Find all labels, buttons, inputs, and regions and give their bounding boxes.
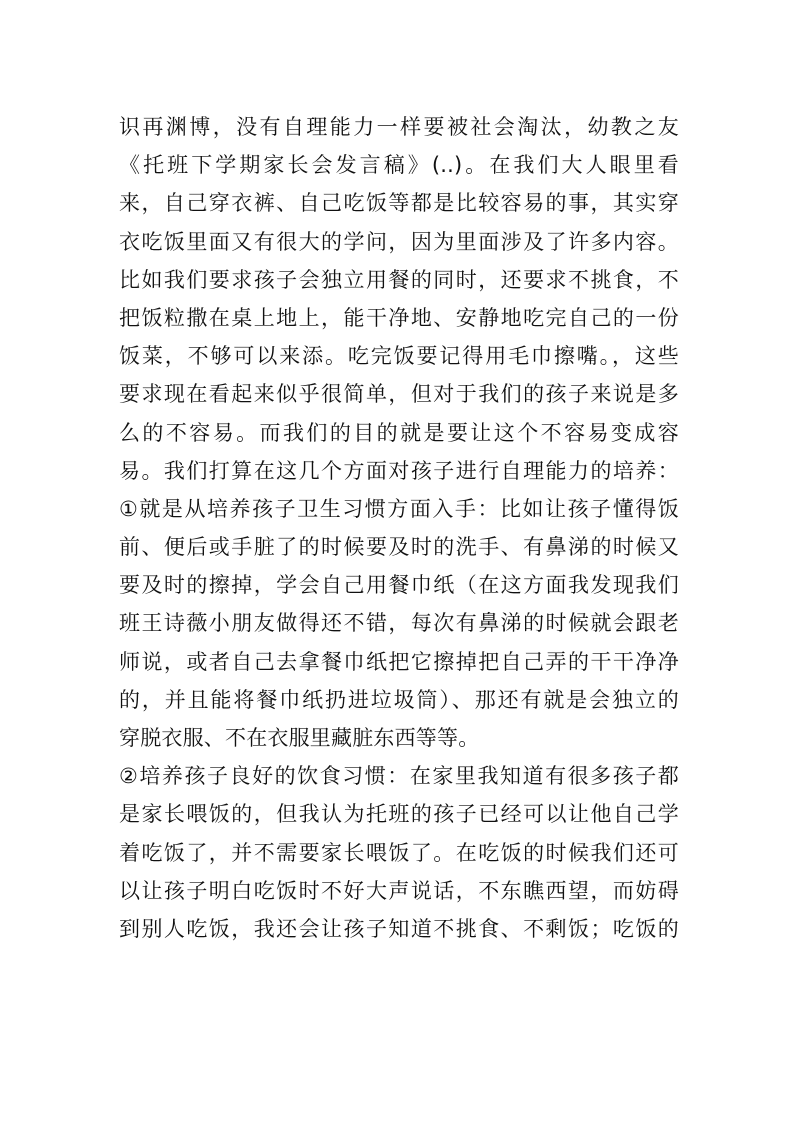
text-line: 要求现在看起来似乎很简单，但对于我们的孩子来说是多 (119, 382, 679, 407)
text-line: 穿脱衣服、不在衣服里藏脏东西等等。 (119, 726, 480, 750)
text-line: 着吃饭了，并不需要家长喂饭了。在吃饭的时候我们还可 (119, 840, 679, 865)
text-line: 么的不容易。而我们的目的就是要让这个不容易变成容 (119, 420, 679, 445)
text-line: 来，自己穿衣裤、自己吃饭等都是比较容易的事，其实穿 (119, 191, 679, 216)
text-line: 易。我们打算在这几个方面对孩子进行自理能力的培养： (119, 458, 679, 483)
text-line: 比如我们要求孩子会独立用餐的同时，还要求不挑食，不 (119, 267, 679, 292)
text-line: 识再渊博，没有自理能力一样要被社会淘汰，幼教之友 (119, 115, 679, 139)
body-text (119, 108, 679, 948)
text-line: 衣吃饭里面又有很大的学问，因为里面涉及了许多内容。 (119, 229, 679, 254)
text-line: 饭菜，不够可以来添。吃完饭要记得用毛巾擦嘴。，这些 (119, 344, 679, 369)
text-line: 是家长喂饭的，但我认为托班的孩子已经可以让他自己学 (119, 802, 679, 827)
text-line: 到别人吃饭，我还会让孩子知道不挑食、不剩饭；吃饭的 (119, 916, 679, 941)
text-line: 要及时的擦掉，学会自己用餐巾纸（在这方面我发现我们 (119, 573, 679, 598)
text-line: 的，并且能将餐巾纸扔进垃圾筒）、那还有就是会独立的 (119, 687, 679, 712)
text-line: ①就是从培养孩子卫生习惯方面入手：比如让孩子懂得饭 (119, 496, 679, 521)
text-line: 前、便后或手脏了的时候要及时的洗手、有鼻涕的时候又 (119, 535, 679, 560)
text-line: 班王诗薇小朋友做得还不错，每次有鼻涕的时候就会跟老 (119, 611, 679, 636)
text-line: 把饭粒撒在桌上地上，能干净地、安静地吃完自己的一份 (119, 305, 679, 330)
text-line: 师说，或者自己去拿餐巾纸把它擦掉把自己弄的干干净净 (119, 649, 679, 674)
text-line: ②培养孩子良好的饮食习惯：在家里我知道有很多孩子都 (119, 764, 679, 789)
text-line: 《托班下学期家长会发言稿》(..)。在我们大人眼里看 (119, 153, 679, 178)
text-line: 以让孩子明白吃饭时不好大声说话，不东瞧西望，而妨碍 (119, 878, 679, 903)
